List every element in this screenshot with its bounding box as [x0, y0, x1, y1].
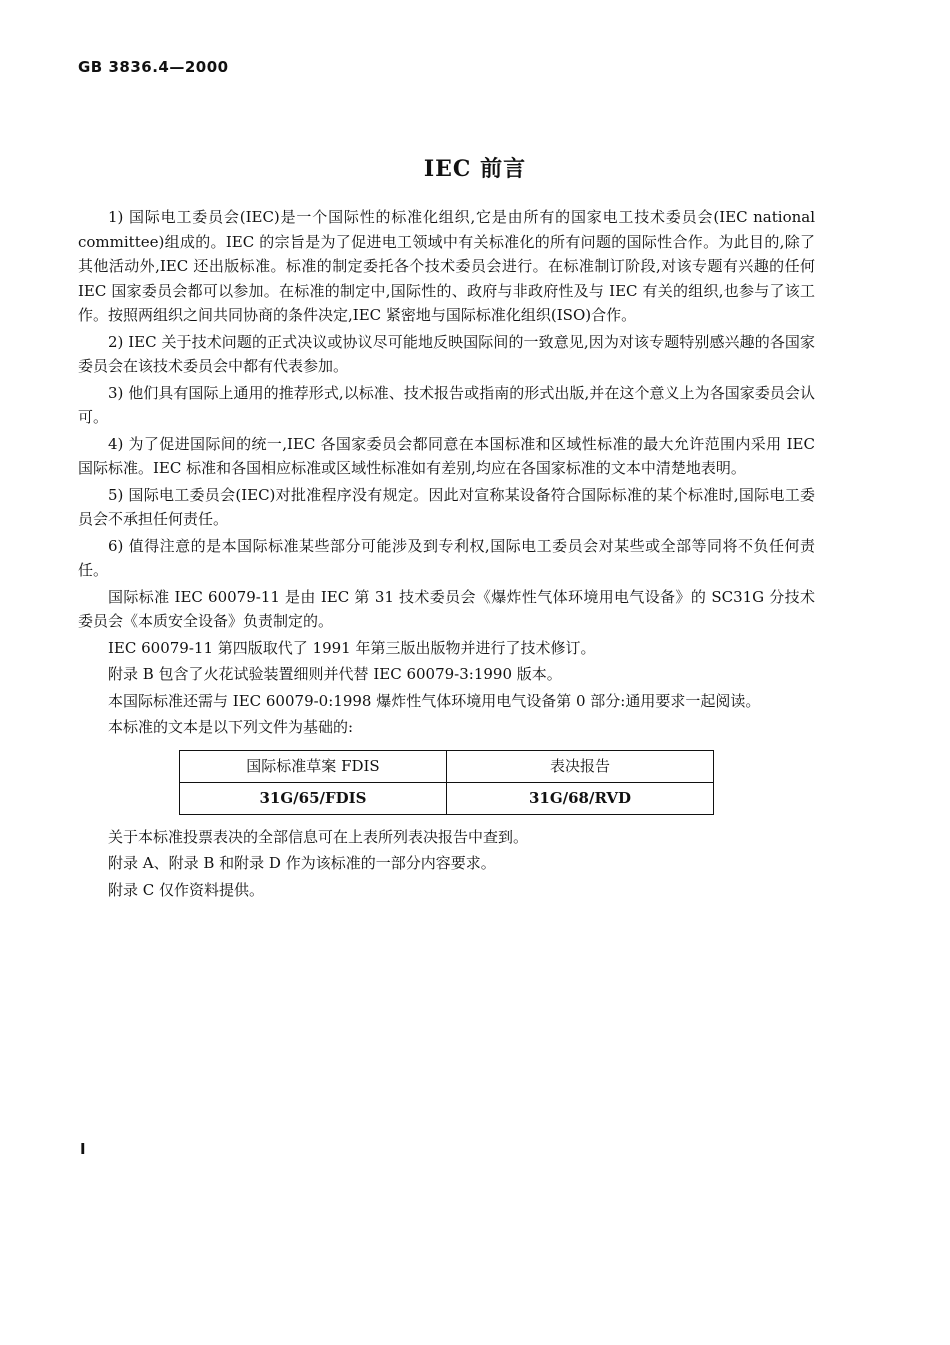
paragraph-5: 5) 国际电工委员会(IEC)对批准程序没有规定。因此对宣称某设备符合国际标准的某个标准时,国际电工委员会不承担任何责任。: [78, 485, 815, 528]
table-row: [180, 782, 714, 814]
paragraph-8: IEC 60079-11 第四版取代了 1991 年第三版出版物并进行了技术修订。: [108, 638, 596, 657]
table-header-row: [180, 750, 714, 782]
document-body: [78, 205, 815, 904]
page-title: IEC 前言: [423, 156, 527, 182]
paragraph-7: 国际标准 IEC 60079-11 是由 IEC 第 31 技术委员会《爆炸性气体环境用电气设备》的 SC31G 分技术委员会《本质安全设备》负责制定的。: [78, 587, 815, 630]
paragraph-4: 4) 为了促进国际间的统一,IEC 各国家委员会都同意在本国标准和区域性标准的最大允许范围内采用 IEC 国际标准。IEC 标准和各国相应标准或区域性标准如有差别,均应在各国家标准的文本中清楚地表明。: [78, 434, 815, 477]
paragraph-9: 附录 B 包含了火花试验装置细则并代替 IEC 60079-3:1990 版本。: [108, 665, 562, 683]
paragraph-after-1: 关于本标准投票表决的全部信息可在上表所列表决报告中查到。: [108, 827, 529, 846]
paragraph-10: 本国际标准还需与 IEC 60079-0:1998 爆炸性气体环境用电气设备第 0 部分:通用要求一起阅读。: [108, 691, 761, 710]
paragraph-6: 6) 值得注意的是本国际标准某些部分可能涉及到专利权,国际电工委员会对某些或全部等同将不负任何责任。: [78, 536, 815, 579]
paragraph-after-3: 附录 C 仅作资料提供。: [108, 880, 265, 899]
table-header-fdis: 国际标准草案 FDIS: [180, 750, 447, 782]
paragraph-11: 本标准的文本是以下列文件为基础的:: [108, 718, 354, 736]
table-cell-rvd: 31G/68/RVD: [447, 782, 714, 814]
table-header-rvd: 表决报告: [447, 750, 714, 782]
page-number: I: [80, 1140, 86, 1158]
paragraph-2: 2) IEC 关于技术问题的正式决议或协议尽可能地反映国际间的一致意见,因为对该专题特别感兴趣的各国家委员会在该技术委员会中都有代表参加。: [78, 332, 815, 375]
paragraph-1: 1) 国际电工委员会(IEC)是一个国际性的标准化组织,它是由所有的国家电工技术委员会(IEC national committee)组成的。IEC 的宗旨是为了促进电工领域中有关标准化的所有问题的国际性合作。为此目的,除了其他活动外,IEC 还出版标准。标准的制定委托各个技术委员会进行。在标准制订阶段,对该专题有兴趣的任何 IEC 国家委员会都可以参加。在标准的制定中,国际性的、政府与非政府性及与 IEC 有关的组织,也参与了该工作。按照两组织之间共同协商的条件决定,IEC 紧密地与国际标准化组织(ISO)合作。: [78, 208, 815, 324]
paragraph-after-2: 附录 A、附录 B 和附录 D 作为该标准的一部分内容要求。: [108, 854, 496, 872]
table-cell-fdis: 31G/65/FDIS: [180, 782, 447, 814]
document-basis-table: [179, 750, 714, 815]
paragraph-3: 3) 他们具有国际上通用的推荐形式,以标准、技术报告或指南的形式出版,并在这个意义上为各国家委员会认可。: [78, 383, 815, 426]
standard-code: GB 3836.4—2000: [78, 58, 229, 76]
